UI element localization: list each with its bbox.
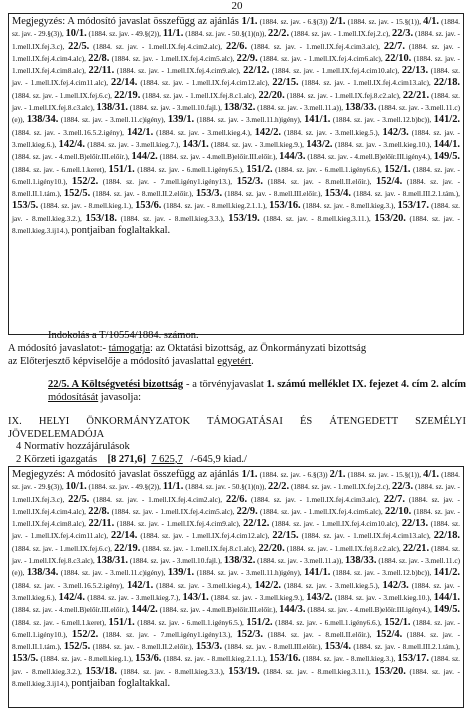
ref-source: (1884. sz. jav. - 50.§(1)(n)), xyxy=(183,482,269,492)
ref-label: 10/1. xyxy=(65,28,87,40)
page-number: 20 xyxy=(231,0,243,12)
ref-source: (1884. sz. jav. - 3.mell.12.b)bc)), xyxy=(330,568,434,578)
ref-source: (1884. sz. jav. - 1.mell.IX.fej.4.cim9.alc), xyxy=(114,519,244,529)
ref-label: 153/4. xyxy=(324,188,351,200)
ref-source: (1884. sz. jav. - 1.mell.IX.fej.4.cim2.alc), xyxy=(89,494,227,504)
ref-source: (1884. sz. jav. - 3.mell.kieg.7.), xyxy=(84,592,183,602)
ref-label: 152/5. xyxy=(63,641,91,653)
ref-label: 22/6. xyxy=(226,40,248,52)
ref-label: 153/16. xyxy=(269,653,301,665)
ref-label: 22/15. xyxy=(272,530,299,542)
ref-label: 22/2. xyxy=(268,481,290,493)
ref-source: (1884. sz. jav. - 6.§(3)) xyxy=(257,17,330,26)
ref-source: (1884. sz. jav. - 1.mell.IX.fej.4.cim11.alc), xyxy=(12,519,461,541)
ref-source: (1884. sz. jav. - 1.mell.IX.fej.4.cim6.alc), xyxy=(257,53,385,63)
subsection-district: 2 Körzeti igazgatás [8 271,6] 7 625,7 /-645,9 kiad./ xyxy=(16,453,247,465)
ref-source: (1884. sz. jav. - 6.§(3)) xyxy=(257,470,330,479)
ref-label: 141/2. xyxy=(433,567,460,579)
ref-source: (1884. sz. jav. - 3.mell.16.5.2.igény), xyxy=(12,580,127,590)
ref-label: 22/10. xyxy=(385,505,412,517)
ref-label: 10/1. xyxy=(65,481,87,493)
ref-label: 144/3. xyxy=(279,151,306,163)
ref-label: 11/1. xyxy=(162,481,184,493)
ref-source: (1884. sz. jav. - 1.mell.IX.fej.4.cim9.alc), xyxy=(114,66,244,76)
ref-source: (1884. sz. jav. - 8.mell.II.2.előír.), xyxy=(90,642,196,652)
ref-label: 144/2. xyxy=(131,604,158,616)
ref-label: 22/11. xyxy=(88,65,115,77)
ref-label: 22/6. xyxy=(226,493,248,505)
ref-label: 151/1. xyxy=(108,616,135,628)
ref-source: (1884. sz. jav. - 3.mell.12.b)bc)), xyxy=(330,115,434,125)
ref-source: (1884. sz. jav. - 8.mell.kieg.3.11.), xyxy=(259,213,375,223)
ref-label: 149/5. xyxy=(433,604,460,616)
ref-label: 144/2. xyxy=(131,151,158,163)
ref-label: 151/2. xyxy=(246,163,273,175)
ref-label: 142/4. xyxy=(58,591,85,603)
ref-source: (1884. sz. jav. - 6.mell.1.keret), xyxy=(12,164,109,174)
ref-source: (1884. sz. jav. - 3.mell.11.c)(e)), xyxy=(12,103,460,125)
ref-label: 138/34. xyxy=(26,114,59,126)
ref-source: (1884. sz. jav. - 1.mell.IX.fej.4.cim3.alc), xyxy=(247,494,384,504)
motion-paragraph: 22/5. A Költségvetési bizottság - a törvényjavaslat 1. számú melléklet IX. fejezet 4. cím 2. alcím módosítását javasolja: xyxy=(48,379,466,403)
ref-source: (1884. sz. jav. - 3.mell.16.5.2.igény), xyxy=(12,127,127,137)
ref-label: 22/12. xyxy=(243,65,270,77)
ref-label: 22/3. xyxy=(392,28,414,40)
ref-source: (1884. sz. jav. - 1.mell.IX.fej.4.cim12.alc), xyxy=(137,78,273,88)
ref-label: 152/4. xyxy=(375,175,403,187)
ref-source: (1884. sz. jav. - 8.mell.II.előír.), xyxy=(262,176,376,186)
ref-label: 143/1. xyxy=(182,138,209,150)
ref-label: 138/32. xyxy=(223,102,256,114)
ref-source: (1884. sz. jav. - 4.mell.B)előír.III.előír.), xyxy=(157,605,280,615)
motion-annex: 1. számú melléklet IX. fejezet 4. cím 2. alcím xyxy=(266,379,466,390)
ref-source: (1884. sz. jav. - 3.mell.kieg.6.), xyxy=(12,127,460,149)
ref-label: 144/3. xyxy=(279,604,306,616)
section-heading: IX. HELYI ÖNKORMÁNYZATOK TÁMOGATÁSAI ÉS ÁTENGEDETT SZEMÉLYI JÖVEDELEMADÓJA xyxy=(8,416,466,440)
ref-source: (1884. sz. jav. - 1.mell.IX.fej.8.c2.alc), xyxy=(284,90,403,100)
ref-label: 22/18. xyxy=(433,530,460,542)
ref-source: (1884. sz. jav. - 1.mell.IX.fej.4.cim5.alc), xyxy=(109,506,237,516)
ref-source: (1884. sz. jav. - 1.mell.IX.fej.3.c), xyxy=(12,29,460,51)
ref-label: 1/1. xyxy=(241,16,258,27)
ref-label: 142/4. xyxy=(58,138,85,150)
difference: /-645,9 kiad./ xyxy=(190,453,247,465)
ref-label: 22/20. xyxy=(258,542,285,554)
ref-source: (1884. sz. jav. - 1.mell.IX.fej.4.cim4.alc), xyxy=(12,494,460,516)
ref-source: (1884. sz. jav. - 8.mell.kieg.3.2.), xyxy=(12,654,461,676)
ref-source: (1884. sz. jav. - 4.mell.B)előír.III.előír.), xyxy=(12,152,132,162)
ref-label: 143/1. xyxy=(182,591,209,603)
ref-source: (1884. sz. jav. - 8.mell.kieg.3.11.), xyxy=(259,666,375,676)
ref-source: (1884. sz. jav. - 8.mell.kieg.3.3.), xyxy=(117,666,229,676)
new-amount: 7 625,7 xyxy=(151,453,183,465)
ref-label: 139/1. xyxy=(167,567,195,579)
ref-source: (1884. sz. jav. - 15.§(1)), xyxy=(345,470,424,479)
ref-source: (1884. sz. jav. - 3.mell.11.h)igény), xyxy=(194,115,305,125)
ref-label: 152/1. xyxy=(384,163,411,175)
ref-source: (1884. sz. jav. - 8.mell.III.előír.), xyxy=(222,642,325,652)
ref-source: (1884. sz. jav. - 1.mell.IX.fej.4.cim13.alc), xyxy=(298,531,434,541)
ref-label: 22/19. xyxy=(114,89,141,101)
ref-source: (1884. sz. jav. - 6.mell.1.igény6.6.), xyxy=(272,617,385,627)
ref-source: (1884. sz. jav. - 3.mell.kieg.4.), xyxy=(153,580,255,590)
ref-label: 152/3. xyxy=(236,175,263,187)
ref-source: (1884. sz. jav. - 50.§(1)(n)), xyxy=(183,29,269,39)
ref-source: (1884. sz. jav. - 3.mell.11.a)), xyxy=(255,556,345,566)
ref-label: 142/1. xyxy=(126,579,154,591)
ref-label: 153/17. xyxy=(397,200,429,212)
ref-label: 143/2. xyxy=(306,591,333,603)
ref-source: (1884. sz. jav. - 3.mell.kieg.7.), xyxy=(84,139,183,149)
recommendation-line-1: A módosító javaslatot:- támogatja: az Oktatási bizottság, az Önkormányzati bizottság xyxy=(8,343,367,354)
ref-label: 153/3. xyxy=(195,188,223,200)
ref-label: 151/2. xyxy=(246,616,273,628)
ref-label: 153/19. xyxy=(228,212,260,224)
ref-label: 138/33. xyxy=(344,555,377,567)
ref-source: (1884. sz. jav. - 8.mell.II.1.tám.), xyxy=(12,629,461,652)
ref-label: 1/1. xyxy=(241,469,258,480)
ref-label: 144/1. xyxy=(433,138,460,150)
ref-label: 138/34. xyxy=(26,567,59,579)
ref-label: 22/9. xyxy=(236,505,258,517)
ref-label: 153/18. xyxy=(85,212,118,224)
ref-label: 4/1. xyxy=(423,469,440,480)
ref-source: (1884. sz. jav. - 3.mell.kieg.6.), xyxy=(12,580,460,602)
ref-label: 22/19. xyxy=(114,542,141,554)
ref-label: 152/2. xyxy=(71,175,99,187)
ref-source: (1884. sz. jav. - 1.mell.IX.fej.8.c1.alc), xyxy=(140,90,259,100)
note-lead: Megjegyzés: A módosító javaslat összefügg az ajánlás xyxy=(12,16,242,27)
ref-label: 22/2. xyxy=(268,28,290,40)
ref-source: (1884. sz. jav. - 6.mell.1.igény6.5.), xyxy=(134,164,247,174)
ref-source: (1884. sz. jav. - 1.mell.IX.fej.2.c), xyxy=(289,29,392,39)
ref-label: 138/32. xyxy=(223,555,256,567)
ref-label: 22/21. xyxy=(402,89,430,101)
ref-label: 11/1. xyxy=(162,28,184,40)
ref-source: (1884. sz. jav. - 3.mell.kieg.10.), xyxy=(332,139,434,149)
ref-source: (1884. sz. jav. - 8.mell.III.2.1.tám.), xyxy=(350,642,460,652)
ref-label: 22/7. xyxy=(383,40,405,52)
ref-label: 153/6. xyxy=(135,200,162,212)
ref-source: (1884. sz. jav. - 8.mell.kieg.2.1.1.), xyxy=(161,654,270,664)
note-tail: pontjaiban foglaltakkal. xyxy=(71,225,171,237)
ref-source: (1884. sz. jav. - 1.mell.IX.fej.4.cim13.alc), xyxy=(298,78,434,88)
ref-label: 22/21. xyxy=(402,542,430,554)
ref-source: (1884. sz. jav. - 49.§(2)), xyxy=(86,482,163,492)
note-tail: pontjaiban foglaltakkal. xyxy=(71,678,171,690)
ref-source: (1884. sz. jav. - 1.mell.IX.fej.6.c), xyxy=(12,90,115,100)
ref-label: 152/1. xyxy=(384,616,411,628)
ref-source: (1884. sz. jav. - 8.mell.III.2.1.tám.), xyxy=(350,189,460,199)
ref-source: (1884. sz. jav. - 1.mell.IX.fej.4.cim6.alc), xyxy=(257,506,385,516)
ref-source: (1884. sz. jav. - 3.mell.kieg.5.), xyxy=(281,127,383,137)
ref-source: (1884. sz. jav. - 8.mell.kieg.3.3.), xyxy=(117,213,229,223)
ref-label: 22/8. xyxy=(88,505,110,517)
ref-label: 153/4. xyxy=(324,641,351,653)
ref-label: 141/2. xyxy=(433,114,460,126)
ref-label: 22/14. xyxy=(111,530,138,542)
ref-source: (1884. sz. jav. - 1.mell.IX.fej.4.cim8.alc), xyxy=(12,506,460,529)
ref-source: (1884. sz. jav. - 8.mell.kieg.1.), xyxy=(38,654,136,664)
ref-label: 141/1. xyxy=(304,114,331,126)
ref-label: 143/2. xyxy=(306,138,333,150)
ref-source: (1884. sz. jav. - 3.mell.kieg.9.), xyxy=(208,139,307,149)
ref-label: 153/17. xyxy=(397,653,429,665)
ref-source: (1884. sz. jav. - 4.mell.B)előír.III.igény4.), xyxy=(305,152,434,162)
ref-source: (1884. sz. jav. - 3.mell.11.c)(e)), xyxy=(12,556,460,578)
ref-label: 142/1. xyxy=(126,126,154,138)
ref-source: (1884. sz. jav. - 29.§(3)), xyxy=(12,470,460,492)
ref-label: 142/2. xyxy=(254,579,281,591)
ref-label: 152/5. xyxy=(63,188,91,200)
ref-source: (1884. sz. jav. - 6.mell.1.igény6.6.), xyxy=(272,164,385,174)
ref-label: 153/3. xyxy=(195,641,223,653)
note-lead: Megjegyzés: A módosító javaslat összefügg az ajánlás xyxy=(12,469,242,480)
ref-source: (1884. sz. jav. - 3.mell.kieg.9.), xyxy=(208,592,307,602)
ref-source: (1884. sz. jav. - 8.mell.kieg.3.), xyxy=(300,654,398,664)
ref-label: 22/7. xyxy=(383,493,405,505)
ref-label: 153/18. xyxy=(85,665,118,677)
ref-label: 22/3. xyxy=(392,481,414,493)
ref-label: 22/11. xyxy=(88,518,115,530)
subsection-normative: 4 Normatív hozzájárulások xyxy=(16,441,130,453)
ref-source: (1884. sz. jav. - 1.mell.IX.fej.8.c3.alc), xyxy=(12,543,460,566)
ref-label: 153/19. xyxy=(228,665,260,677)
ref-label: 22/15. xyxy=(272,77,299,89)
ref-source: (1884. sz. jav. - 1.mell.IX.fej.4.cim11.alc), xyxy=(12,66,461,88)
ref-source: (1884. sz. jav. - 1.mell.IX.fej.4.cim2.alc), xyxy=(89,41,227,51)
ref-source: (1884. sz. jav. - 7.mell.igény1.igény13.), xyxy=(98,176,237,186)
ref-source: (1884. sz. jav. - 4.mell.B)előír.III.előír.), xyxy=(12,605,132,615)
ref-label: 138/31. xyxy=(96,102,129,114)
ref-label: 153/16. xyxy=(269,200,301,212)
ref-label: 22/18. xyxy=(433,77,460,89)
ref-source: (1884. sz. jav. - 1.mell.IX.fej.3.c), xyxy=(12,482,460,504)
ref-source: (1884. sz. jav. - 1.mell.IX.fej.8.c3.alc), xyxy=(12,90,460,113)
ref-source: (1884. sz. jav. - 3.mell.kieg.5.), xyxy=(281,580,383,590)
ref-source: (1884. sz. jav. - 8.mell.kieg.3.), xyxy=(300,201,398,211)
ref-label: 153/5. xyxy=(12,653,39,665)
ref-source: (1884. sz. jav. - 6.mell.1.igény6.5.), xyxy=(134,617,247,627)
ref-source: (1884. sz. jav. - 6.mell.1.igény10.), xyxy=(12,164,460,186)
original-amount: [8 271,6] xyxy=(107,453,147,465)
ref-label: 2/1. xyxy=(329,16,346,27)
ref-source: (1884. sz. jav. - 3.mell.11.c)igény), xyxy=(58,568,168,578)
ref-source: (1884. sz. jav. - 7.mell.igény1.igény13.), xyxy=(98,629,237,639)
ref-label: 152/4. xyxy=(375,628,403,640)
note-box-bottom xyxy=(8,466,464,708)
ref-label: 4/1. xyxy=(423,16,440,27)
ref-source: (1884. sz. jav. - 1.mell.IX.fej.4.cim8.alc), xyxy=(12,53,460,76)
ref-label: 2/1. xyxy=(329,469,346,480)
ref-label: 139/1. xyxy=(167,114,195,126)
ref-source: (1884. sz. jav. - 1.mell.IX.fej.4.cim5.alc), xyxy=(109,53,237,63)
note-references xyxy=(12,469,460,689)
ref-source: (1884. sz. jav. - 1.mell.IX.fej.4.cim12.alc), xyxy=(137,531,273,541)
justification-line: Indokolás a T/10554/1884. számon. xyxy=(48,330,199,341)
ref-source: (1884. sz. jav. - 8.mell.kieg.3.ij14.), xyxy=(12,666,460,689)
ref-source: (1884. sz. jav. - 49.§(2)), xyxy=(86,29,163,39)
ref-source: (1884. sz. jav. - 3.mell.11.h)igény), xyxy=(194,568,305,578)
ref-source: (1884. sz. jav. - 1.mell.IX.fej.4.cim3.alc), xyxy=(247,41,384,51)
ref-label: 144/1. xyxy=(433,591,460,603)
ref-label: 151/1. xyxy=(108,163,135,175)
ref-source: (1884. sz. jav. - 4.mell.B)előír.III.igény4.), xyxy=(305,605,434,615)
ref-label: 141/1. xyxy=(304,567,331,579)
ref-label: 153/6. xyxy=(135,653,162,665)
ref-source: (1884. sz. jav. - 3.mell.10.fajl.), xyxy=(128,556,224,566)
ref-source: (1884. sz. jav. - 15.§(1)), xyxy=(345,17,424,26)
ref-label: 22/13. xyxy=(401,65,429,77)
ref-label: 22/13. xyxy=(401,518,429,530)
recommendation-line-2: az Előterjesztő képviselője a módosító javaslattal egyetért. xyxy=(8,355,254,367)
ref-label: 153/20. xyxy=(374,665,406,677)
recommendation xyxy=(8,343,466,368)
ref-label: 149/5. xyxy=(433,151,460,163)
ref-source: (1884. sz. jav. - 6.mell.1.igény10.), xyxy=(12,617,460,639)
budget-section xyxy=(8,416,466,466)
ref-source: (1884. sz. jav. - 8.mell.kieg.3.2.), xyxy=(12,201,461,223)
ref-label: 138/33. xyxy=(344,102,377,114)
ref-label: 152/2. xyxy=(71,628,99,640)
ref-source: (1884. sz. jav. - 3.mell.kieg.10.), xyxy=(332,592,434,602)
note-box-top xyxy=(8,13,464,335)
ref-label: 22/10. xyxy=(385,52,412,64)
ref-source: (1884. sz. jav. - 8.mell.kieg.2.1.1.), xyxy=(161,201,270,211)
ref-source: (1884. sz. jav. - 1.mell.IX.fej.4.cim10.alc), xyxy=(269,519,402,529)
ref-label: 153/5. xyxy=(12,200,39,212)
ref-source: (1884. sz. jav. - 1.mell.IX.fej.4.cim4.alc), xyxy=(12,41,460,63)
ref-label: 142/3. xyxy=(382,126,409,138)
ref-label: 22/14. xyxy=(111,77,138,89)
ref-label: 142/2. xyxy=(254,126,281,138)
ref-label: 22/5. xyxy=(68,40,90,52)
ref-source: (1884. sz. jav. - 3.mell.kieg.4.), xyxy=(153,127,255,137)
ref-source: (1884. sz. jav. - 8.mell.II.előír.), xyxy=(262,629,376,639)
ref-source: (1884. sz. jav. - 8.mell.II.2.előír.), xyxy=(90,189,196,199)
ref-source: (1884. sz. jav. - 1.mell.IX.fej.4.cim10.alc), xyxy=(269,66,402,76)
ref-source: (1884. sz. jav. - 3.mell.11.c)igény), xyxy=(58,115,168,125)
ref-source: (1884. sz. jav. - 3.mell.10.fajl.), xyxy=(128,103,224,113)
motion-title: 22/5. A Költségvetési bizottság xyxy=(48,379,184,390)
ref-label: 22/8. xyxy=(88,52,110,64)
note-references xyxy=(12,16,460,236)
ref-label: 22/12. xyxy=(243,518,270,530)
ref-source: (1884. sz. jav. - 1.mell.IX.fej.2.c), xyxy=(289,482,392,492)
ref-label: 153/20. xyxy=(374,212,406,224)
ref-label: 152/3. xyxy=(236,628,263,640)
ref-label: 22/5. xyxy=(68,493,90,505)
ref-source: (1884. sz. jav. - 29.§(3)), xyxy=(12,17,460,39)
ref-source: (1884. sz. jav. - 6.mell.1.keret), xyxy=(12,617,109,627)
ref-source: (1884. sz. jav. - 1.mell.IX.fej.6.c), xyxy=(12,543,115,553)
ref-source: (1884. sz. jav. - 8.mell.II.1.tám.), xyxy=(12,176,461,199)
ref-source: (1884. sz. jav. - 8.mell.kieg.3.ij14.), xyxy=(12,213,460,236)
ref-source: (1884. sz. jav. - 8.mell.III.előír.), xyxy=(222,189,325,199)
ref-label: 138/31. xyxy=(96,555,129,567)
ref-source: (1884. sz. jav. - 8.mell.kieg.1.), xyxy=(38,201,136,211)
ref-label: 22/9. xyxy=(236,52,258,64)
ref-source: (1884. sz. jav. - 3.mell.11.a)), xyxy=(255,103,345,113)
ref-source: (1884. sz. jav. - 1.mell.IX.fej.8.c2.alc), xyxy=(284,543,403,553)
ref-source: (1884. sz. jav. - 1.mell.IX.fej.8.c1.alc), xyxy=(140,543,259,553)
ref-label: 142/3. xyxy=(382,579,409,591)
ref-label: 22/20. xyxy=(258,89,285,101)
ref-source: (1884. sz. jav. - 4.mell.B)előír.III.előír.), xyxy=(157,152,280,162)
